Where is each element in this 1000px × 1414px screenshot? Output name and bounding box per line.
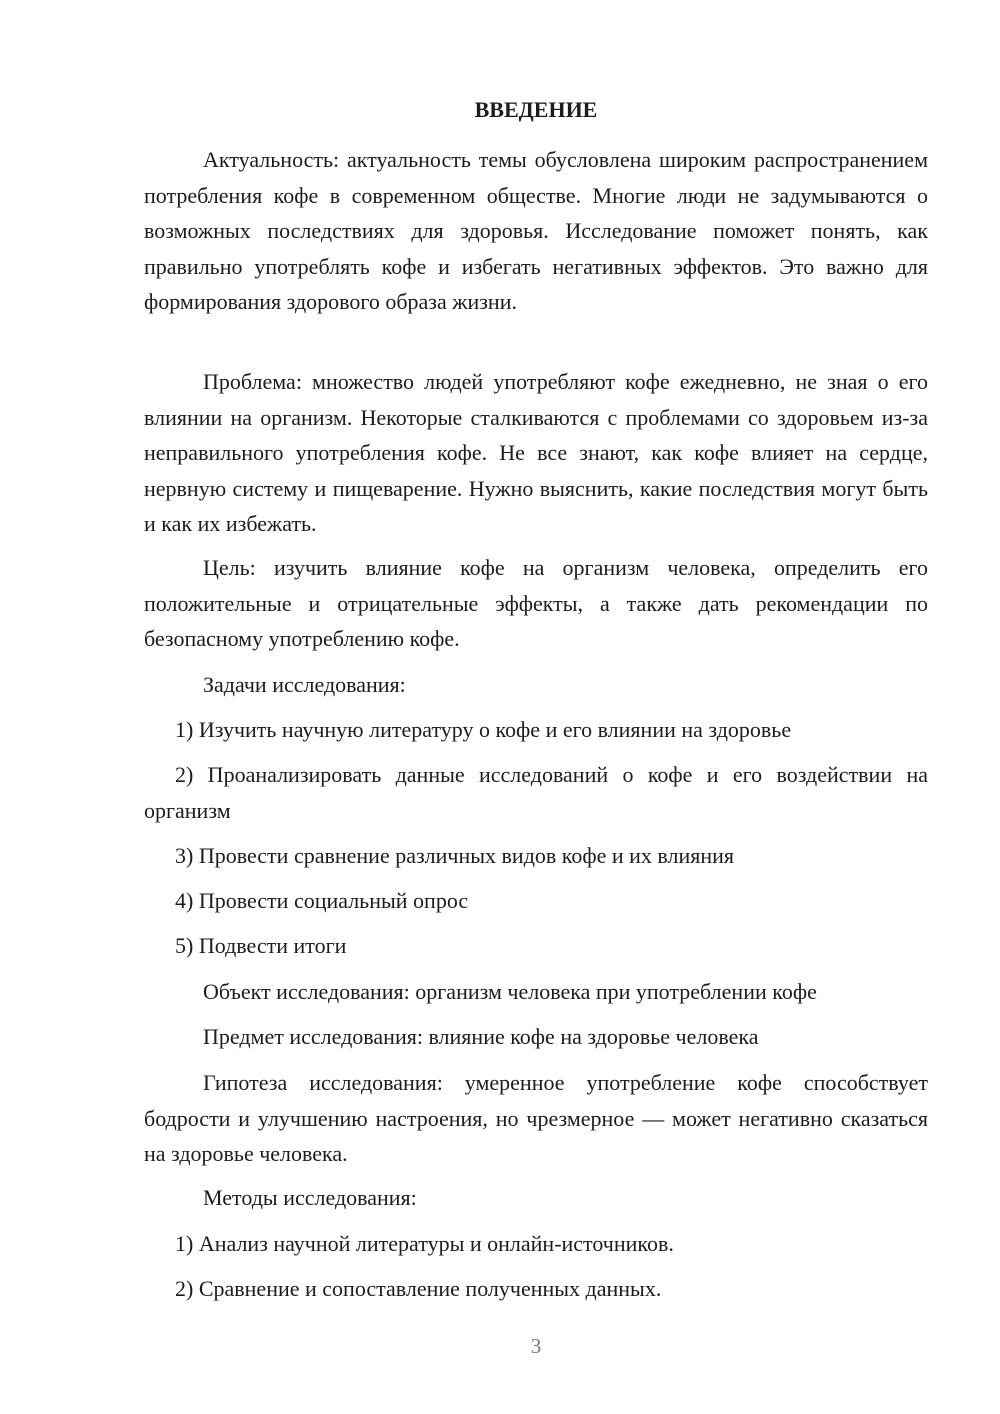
research-object: Объект исследования: организм человека при употреблении кофе <box>203 979 817 1004</box>
methods-heading: Методы исследования: <box>203 1185 417 1210</box>
method-item-2: 2) Сравнение и сопоставление полученных данных. <box>175 1276 662 1301</box>
task-item-3: 3) Провести сравнение различных видов кофе и их влияния <box>175 843 735 868</box>
task-item-4: 4) Провести социальный опрос <box>175 888 469 913</box>
research-hypothesis: Гипотеза исследования: умеренное употребление кофе способствует бодрости и улучшению настроения, но чрезмерное — может негативно сказаться на здоровье человека. <box>144 1070 928 1166</box>
research-subject: Предмет исследования: влияние кофе на здоровье человека <box>203 1024 759 1049</box>
problem-paragraph: Проблема: множество людей употребляют кофе ежедневно, не зная о его влиянии на организм. Некоторые сталкиваются с проблемами со здоровьем из-за неправильного употребления кофе. Не все знают, как кофе влияет на сердце, нервную систему и пищеварение. Нужно выяснить, какие последствия могут быть и как их избежать. <box>144 369 928 536</box>
task-item-1: 1) Изучить научную литературу о кофе и его влиянии на здоровье <box>175 717 792 742</box>
page-number: 3 <box>530 1334 542 1358</box>
method-item-1: 1) Анализ научной литературы и онлайн-источников. <box>175 1231 674 1256</box>
relevance-paragraph: Актуальность: актуальность темы обусловлена широким распространением потребления кофе в современном обществе. Многие люди не задумываются о возможных последствиях для здоровья. Исследование поможет понять, как правильно употреблять кофе и избегать негативных эффектов. Это важно для формирования здорового образа жизни. <box>144 147 928 314</box>
task-item-5: 5) Подвести итоги <box>175 933 347 958</box>
page-title: ВВЕДЕНИЕ <box>474 97 598 122</box>
goal-paragraph: Цель: изучить влияние кофе на организм человека, определить его положительные и отрицательные эффекты, а также дать рекомендации по безопасному употреблению кофе. <box>144 555 928 651</box>
task-item-2: 2) Проанализировать данные исследований о кофе и его воздействии на организм <box>144 762 928 823</box>
tasks-heading: Задачи исследования: <box>203 672 406 697</box>
